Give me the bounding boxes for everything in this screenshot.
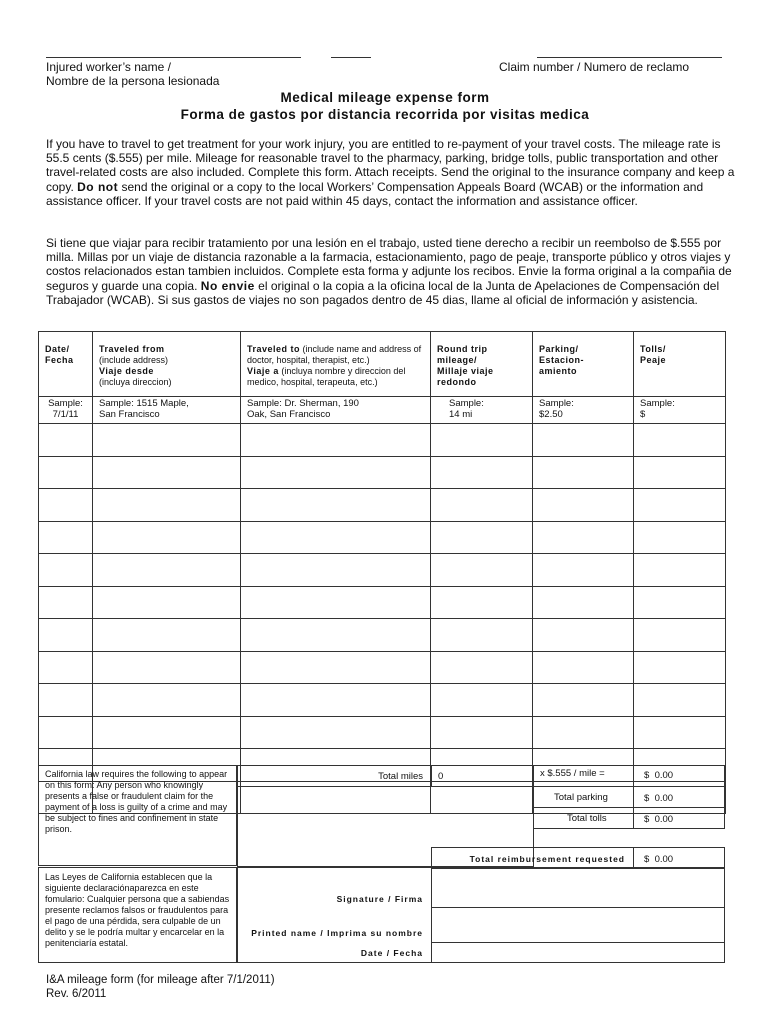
table-row (39, 456, 726, 489)
entry-to-cell[interactable] (241, 716, 431, 749)
table-header-row (39, 332, 726, 397)
rate-label: x $.555 / mile = (540, 768, 605, 779)
sample-parking: Sample: $2.50 (533, 397, 634, 424)
form-title-es: Forma de gastos por distancia recorrida por visitas medica (180, 107, 590, 122)
sample-date: Sample: 7/1/11 (39, 397, 93, 424)
entry-date-cell[interactable] (39, 521, 93, 554)
entry-parking-cell[interactable] (533, 716, 634, 749)
entry-miles-cell[interactable] (431, 651, 533, 684)
col-parking-header: Parking/ Estacion- amiento (533, 332, 634, 397)
entry-date-cell[interactable] (39, 586, 93, 619)
total-reimb-label: Total reimbursement requested (469, 854, 625, 864)
total-miles-field[interactable] (431, 765, 534, 787)
form-footer (46, 973, 275, 1001)
col-miles-header: Round trip mileage/ Millaje viaje redondo (431, 332, 533, 397)
entry-from-cell[interactable] (93, 586, 241, 619)
entry-miles-cell[interactable] (431, 684, 533, 717)
footer-revision: Rev. 6/2011 (46, 988, 107, 1000)
sample-row (39, 397, 726, 424)
entry-tolls-cell[interactable] (634, 619, 726, 652)
instructions-es-part2: el original o la copia a la oficina local de la Junta de Apelaciones de Compensación del Trabajador (WCAB). Si sus gastos de viajes no son pagados dentro de 45 dias, llame al oficial de información y asistencia. (46, 278, 720, 307)
entry-date-cell[interactable] (39, 424, 93, 457)
total-miles-value: 0 (438, 771, 444, 782)
entry-tolls-cell[interactable] (634, 716, 726, 749)
mileage-table (38, 331, 726, 814)
total-tolls-label: Total tolls (567, 813, 607, 824)
col-from-header: Traveled from (include address) Viaje desde (incluya direccion) (93, 332, 241, 397)
form-title-en: Medical mileage expense form (280, 90, 490, 105)
entry-miles-cell[interactable] (431, 489, 533, 522)
entry-parking-cell[interactable] (533, 456, 634, 489)
instructions-es (46, 236, 736, 307)
instructions-en (46, 137, 736, 208)
sample-to: Sample: Dr. Sherman, 190 Oak, San Francisco (241, 397, 431, 424)
table-row (39, 586, 726, 619)
signature-field[interactable] (431, 867, 725, 908)
entry-date-cell[interactable] (39, 651, 93, 684)
entry-miles-cell[interactable] (431, 619, 533, 652)
col-to-header: Traveled to (include name and address of doctor, hospital, therapist, etc.) Viaje a (incluya nombre y direccion del medico, hospital, terapeuta, etc.) (241, 332, 431, 397)
entry-parking-cell[interactable] (533, 489, 634, 522)
table-row (39, 619, 726, 652)
total-tolls-label-box (533, 807, 634, 829)
mileage-amount: 0.00 (654, 770, 674, 781)
signature-label: Signature / Firma (336, 894, 423, 904)
date-field[interactable] (431, 942, 725, 963)
entry-parking-cell[interactable] (533, 684, 634, 717)
entry-to-cell[interactable] (241, 424, 431, 457)
entry-parking-cell[interactable] (533, 586, 634, 619)
entry-to-cell[interactable] (241, 456, 431, 489)
col-tolls-header: Tolls/ Peaje (634, 332, 726, 397)
entry-miles-cell[interactable] (431, 554, 533, 587)
entry-from-cell[interactable] (93, 651, 241, 684)
footer-form-id: I&A mileage form (for mileage after 7/1/2011) (46, 974, 275, 986)
entry-date-cell[interactable] (39, 554, 93, 587)
instructions-en-donot: Do not (77, 179, 119, 194)
entry-parking-cell[interactable] (533, 651, 634, 684)
entry-to-cell[interactable] (241, 489, 431, 522)
worker-name-label-en: Injured worker’s name / (46, 60, 171, 74)
claim-number-label: Claim number / Numero de reclamo (499, 60, 690, 74)
law-notice-es: Las Leyes de California establecen que la siguiente declaraciónaparezca en este fomulario: Cualquier persona que a sabiendas presente reclamos falsos or fraudulentos para el pago de una pérdida, sera culpable de un delito y se le podría multar y encarcelar en la penitenciaría estatal. (38, 867, 237, 963)
entry-from-cell[interactable] (93, 489, 241, 522)
instructions-es-noenvie: No envie (200, 278, 255, 293)
tolls-amount: 0.00 (654, 814, 674, 825)
rate-box (533, 765, 634, 787)
table-row (39, 424, 726, 457)
table-row (39, 684, 726, 717)
entry-to-cell[interactable] (241, 651, 431, 684)
total-miles-label: Total miles (378, 771, 423, 782)
entry-to-cell[interactable] (241, 586, 431, 619)
entry-to-cell[interactable] (241, 521, 431, 554)
entry-tolls-cell[interactable] (634, 586, 726, 619)
sample-tolls: Sample: $ (634, 397, 726, 424)
entry-from-cell[interactable] (93, 554, 241, 587)
entry-to-cell[interactable] (241, 684, 431, 717)
entry-parking-cell[interactable] (533, 424, 634, 457)
total-parking-label-box (533, 786, 634, 808)
sample-from: Sample: 1515 Maple, San Francisco (93, 397, 241, 424)
entry-miles-cell[interactable] (431, 716, 533, 749)
table-row (39, 489, 726, 522)
total-miles-label-box (237, 765, 432, 787)
entry-to-cell[interactable] (241, 619, 431, 652)
entry-from-cell[interactable] (93, 521, 241, 554)
entry-tolls-cell[interactable] (634, 489, 726, 522)
blank-line[interactable] (331, 57, 371, 58)
total-parking-label: Total parking (554, 792, 608, 803)
entry-tolls-cell[interactable] (634, 554, 726, 587)
entry-miles-cell[interactable] (431, 456, 533, 489)
instructions-en-part1: If you have to travel to get treatment for your work injury, you are entitled to re-payment of your travel costs. The mileage rate is 55.5 cents ($.555) per mile. Mileage for reasonable travel to the pharmacy, parking, bridge tolls, public transportation and other travel-related costs are also included. Complete this form. Attach receipts. Send the original to the insurance company and keep a copy. (46, 137, 735, 194)
total-reimb-label-box (431, 847, 634, 869)
entry-tolls-cell[interactable] (634, 424, 726, 457)
entry-date-cell[interactable] (39, 489, 93, 522)
entry-date-cell[interactable] (39, 619, 93, 652)
entry-from-cell[interactable] (93, 716, 241, 749)
entry-parking-cell[interactable] (533, 554, 634, 587)
entry-date-cell[interactable] (39, 716, 93, 749)
entry-date-cell[interactable] (39, 684, 93, 717)
law-notice-en: California law requires the following to appear on this form: Any person who knowingly presents a false or fraudulent claim for the payment of a loss is guilty of a crime and may be subject to fines and confinement in state prison. (38, 765, 237, 866)
entry-from-cell[interactable] (93, 619, 241, 652)
entry-miles-cell[interactable] (431, 424, 533, 457)
entry-tolls-cell[interactable] (634, 521, 726, 554)
entry-from-cell[interactable] (93, 684, 241, 717)
sample-miles: Sample: 14 mi (431, 397, 533, 424)
mileage-amount-field[interactable] (633, 765, 725, 787)
table-row (39, 651, 726, 684)
printed-name-label: Printed name / Imprima su nombre (251, 928, 423, 938)
entry-tolls-cell[interactable] (634, 684, 726, 717)
parking-amount-field[interactable]: $ 0.00 (633, 786, 725, 808)
reimb-amount: 0.00 (654, 854, 674, 865)
entry-from-cell[interactable] (93, 424, 241, 457)
entry-parking-cell[interactable] (533, 619, 634, 652)
worker-name-label-es: Nombre de la persona lesionada (46, 74, 220, 88)
entry-tolls-cell[interactable] (634, 651, 726, 684)
table-row (39, 521, 726, 554)
entry-from-cell[interactable] (93, 456, 241, 489)
entry-parking-cell[interactable] (533, 521, 634, 554)
signature-labels-box (237, 867, 432, 963)
entry-date-cell[interactable] (39, 456, 93, 489)
currency-symbol: $ (644, 770, 650, 781)
entry-tolls-cell[interactable] (634, 456, 726, 489)
entry-miles-cell[interactable] (431, 586, 533, 619)
claim-number-line[interactable] (537, 57, 722, 58)
entry-miles-cell[interactable] (431, 521, 533, 554)
tolls-amount-field[interactable]: $ 0.00 (633, 807, 725, 829)
worker-name-label (46, 60, 219, 88)
table-row (39, 554, 726, 587)
parking-amount: 0.00 (654, 793, 674, 804)
worker-name-line[interactable] (46, 57, 301, 58)
col-date-header: Date/ Fecha (39, 332, 93, 397)
reimb-amount-field[interactable]: $ 0.00 (633, 847, 725, 869)
instructions-es-part1: Si tiene que viajar para recibir tratamiento por una lesión en el trabajo, usted tiene derecho a recibir un reembolso de $.555 por milla. Millas por un viaje de distancia razonable a la farmacia, estacionamiento, pago de peaje, transporte público y otros viajes y costos relacionados estan tambien incluidos. Complete esta forma y adjunte los recibos. Envie la forma original a la compañia de seguros y guarde una copia. (46, 236, 732, 293)
date-label: Date / Fecha (360, 948, 423, 958)
entry-to-cell[interactable] (241, 554, 431, 587)
table-row (39, 716, 726, 749)
instructions-en-part2: send the original or a copy to the local Workers’ Compensation Appeals Board (WCAB) or the information and assistance officer. If your travel costs are not paid within 45 days, contact the information and assistance officer. (46, 179, 704, 208)
printed-name-field[interactable] (431, 907, 725, 943)
